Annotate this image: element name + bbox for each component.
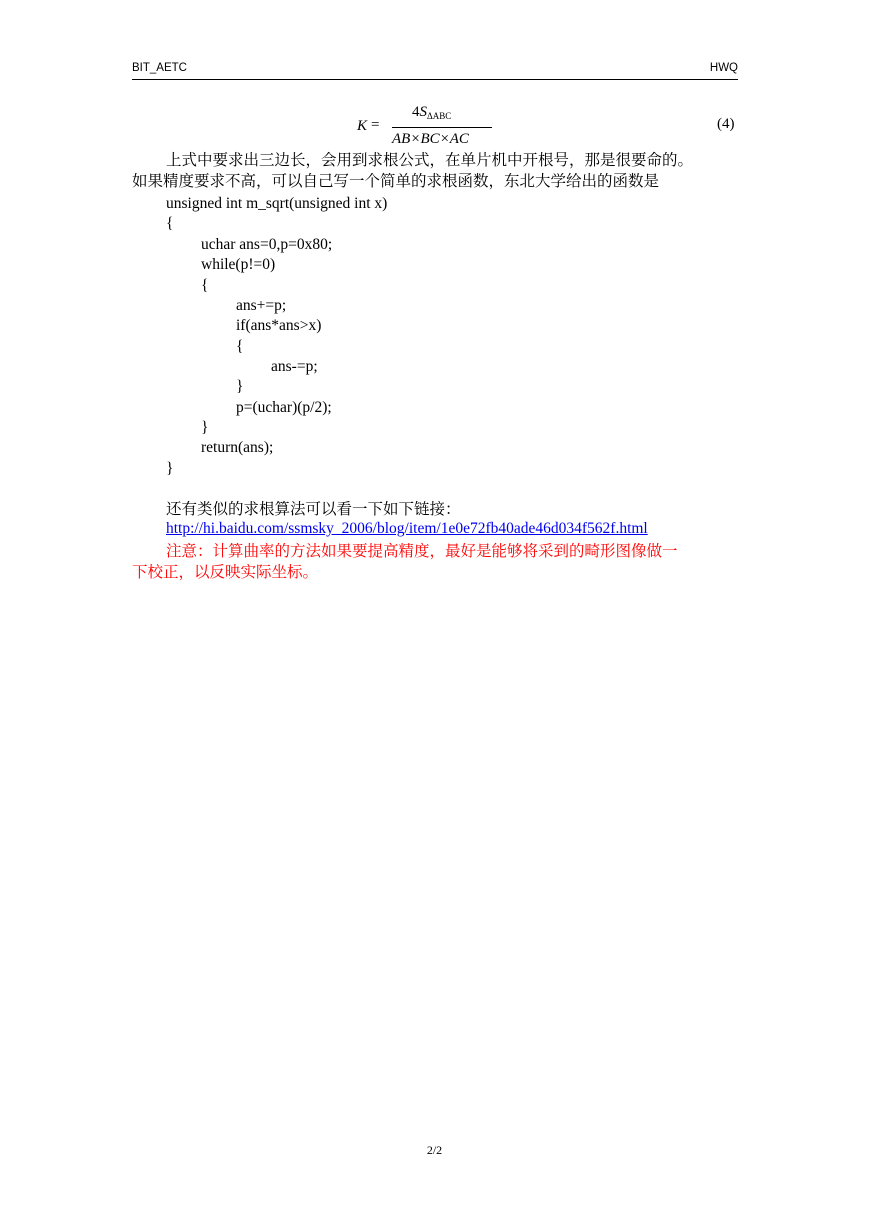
- paragraph-1-line-1: 上式中要求出三边长，会用到求根公式，在单片机中开根号，那是很要命的。: [166, 152, 694, 169]
- code-line: while(p!=0): [201, 256, 276, 273]
- code-line: p=(uchar)(p/2);: [236, 399, 332, 416]
- code-line: {: [236, 338, 244, 355]
- code-line: ans-=p;: [271, 358, 318, 375]
- equation-numerator: [412, 104, 451, 121]
- code-line: uchar ans=0,p=0x80;: [201, 236, 333, 253]
- numerator-coef: 4: [412, 104, 420, 120]
- header-rule: [132, 79, 738, 80]
- code-line: }: [201, 419, 209, 436]
- paragraph-2-text: 还有类似的求根算法可以看一下如下链接：: [166, 501, 461, 518]
- code-line: {: [201, 277, 209, 294]
- fraction-bar: [392, 127, 492, 128]
- paragraph-1-line-2: 如果精度要求不高，可以自己写一个简单的求根函数，东北大学给出的函数是: [132, 173, 660, 190]
- equation-number: (4): [717, 116, 735, 132]
- equation-equals: =: [371, 117, 380, 133]
- code-line: }: [236, 378, 244, 395]
- reference-link[interactable]: http://hi.baidu.com/ssmsky_2006/blog/item/1e0e72fb40ade46d034f562f.html: [166, 520, 648, 537]
- paragraph-1: [132, 150, 738, 192]
- numerator-subscript: ΔABC: [427, 111, 452, 121]
- note-line-1: 注意：计算曲率的方法如果要提高精度，最好是能够将采到的畸形图像做一: [166, 543, 678, 560]
- paragraph-2: [132, 499, 738, 520]
- numerator-var: S: [419, 104, 427, 120]
- header-right: HWQ: [709, 62, 738, 74]
- code-line: ans+=p;: [236, 297, 287, 314]
- code-line: if(ans*ans>x): [236, 317, 322, 334]
- note-line-2: 下校正，以反映实际坐标。: [132, 564, 319, 581]
- code-line: unsigned int m_sqrt(unsigned int x): [166, 195, 388, 212]
- equation-denominator: AB×BC×AC: [392, 131, 469, 147]
- page-header: [132, 62, 738, 78]
- code-line: {: [166, 215, 174, 232]
- note-paragraph: [132, 541, 738, 583]
- equation-4: [357, 104, 497, 150]
- equation-lhs: K: [357, 118, 368, 134]
- code-line: }: [166, 460, 174, 477]
- page-number: 2/2: [426, 1143, 443, 1157]
- code-line: return(ans);: [201, 439, 274, 456]
- header-left: BIT_AETC: [132, 62, 187, 74]
